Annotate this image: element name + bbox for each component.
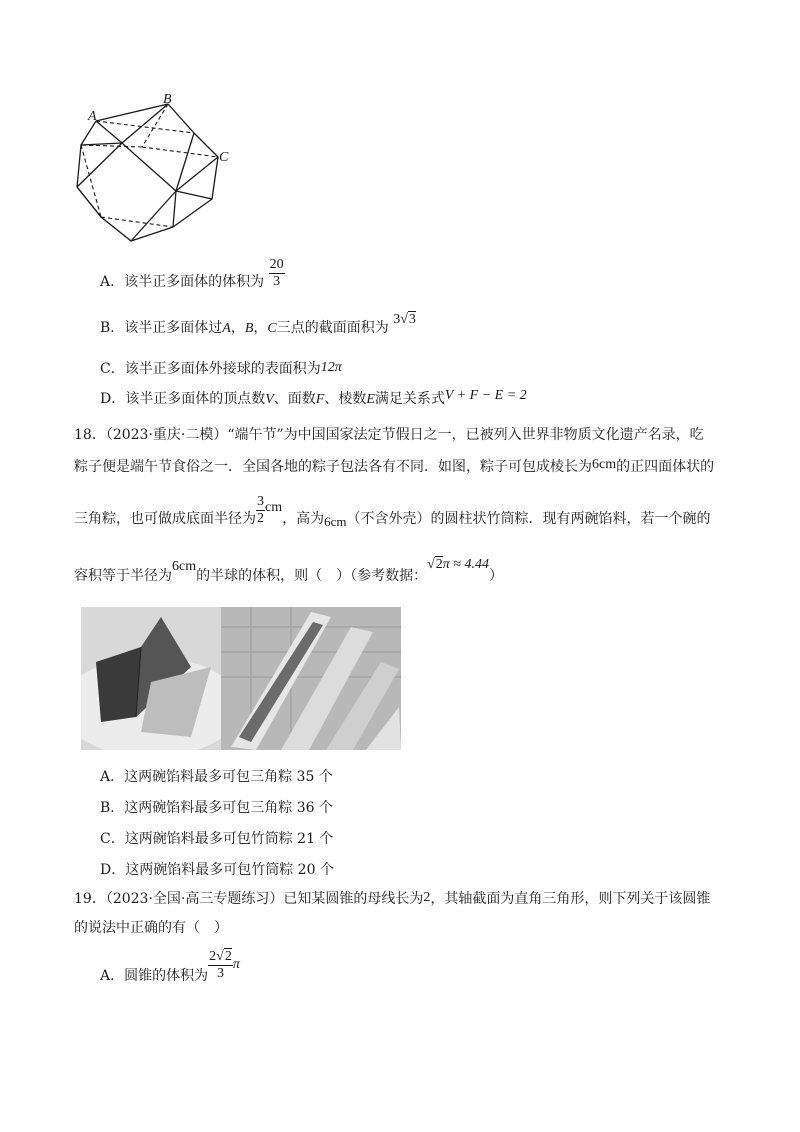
fraction-3-2: $\frac{3}{2}$ <box>257 494 264 526</box>
q19-line-1: 19．（2023·全国·高三专题练习）已知某圆锥的母线长为2，其轴截面为直角三角形，则下列关于该圆锥 <box>74 890 711 907</box>
q18-option-a: A．这两碗馅料最多可包三角粽 35 个 <box>100 769 333 785</box>
zongzi-photo <box>81 607 401 750</box>
fraction-20-3: $\frac{20}{3}$ <box>269 257 284 289</box>
q17-option-c: C．该半正多面体外接球的表面积为12π <box>100 360 342 377</box>
q18-line-4: 容积等于半径为6cm的半球的体积，则（ ）（参考数据：√2π ≈ 4.44） <box>74 557 503 584</box>
polyhedron-figure <box>70 90 240 250</box>
q17-option-a: A．该半正多面体的体积为 $\frac{20}{3}$ <box>100 257 284 290</box>
q18-line-3: 三角粽，也可做成底面半径为 $\frac{3}{2}$ cm，高为6cm（不含外壳）的圆柱状竹筒粽．现有两碗馅料，若一个碗的 <box>74 494 711 529</box>
q18-option-c: C．这两碗馅料最多可包竹筒粽 21 个 <box>100 831 334 847</box>
fraction-2sqrt2-3: $\frac{2√2}{3}$ <box>209 949 232 981</box>
q18-option-b: B．这两碗馅料最多可包三角粽 36 个 <box>100 800 334 816</box>
sqrt-expression: 3√3 <box>393 312 416 327</box>
q17-option-d: D．该半正多面体的顶点数V、面数F、棱数E满足关系式V + F − E = 2 <box>100 388 527 407</box>
reference-value: √2π ≈ 4.44 <box>427 557 489 572</box>
q19-option-a: A．圆锥的体积为 $\frac{2√2}{3}$ π <box>100 949 240 984</box>
q17-option-b: B．该半正多面体过A，B，C三点的截面面积为 3√3 <box>100 312 416 336</box>
q18-line-1: 18．（2023·重庆·二模）“端午节”为中国国家法定节假日之一，已被列入世界非物质文化遗产名录，吃 <box>74 427 704 443</box>
vertex-label-a: A <box>88 109 97 124</box>
vertex-label-b: B <box>163 92 172 107</box>
q19-line-2: 的说法中正确的有（ ） <box>74 920 228 936</box>
vertex-label-c: C <box>219 150 229 165</box>
polyhedron-outline <box>77 104 218 241</box>
q18-option-d: D．这两碗馅料最多可包竹筒粽 20 个 <box>100 862 334 878</box>
q18-line-2: 粽子便是端午节食俗之一．全国各地的粽子包法各有不同．如图，粽子可包成棱长为6cm的正四面体状的 <box>74 457 715 475</box>
